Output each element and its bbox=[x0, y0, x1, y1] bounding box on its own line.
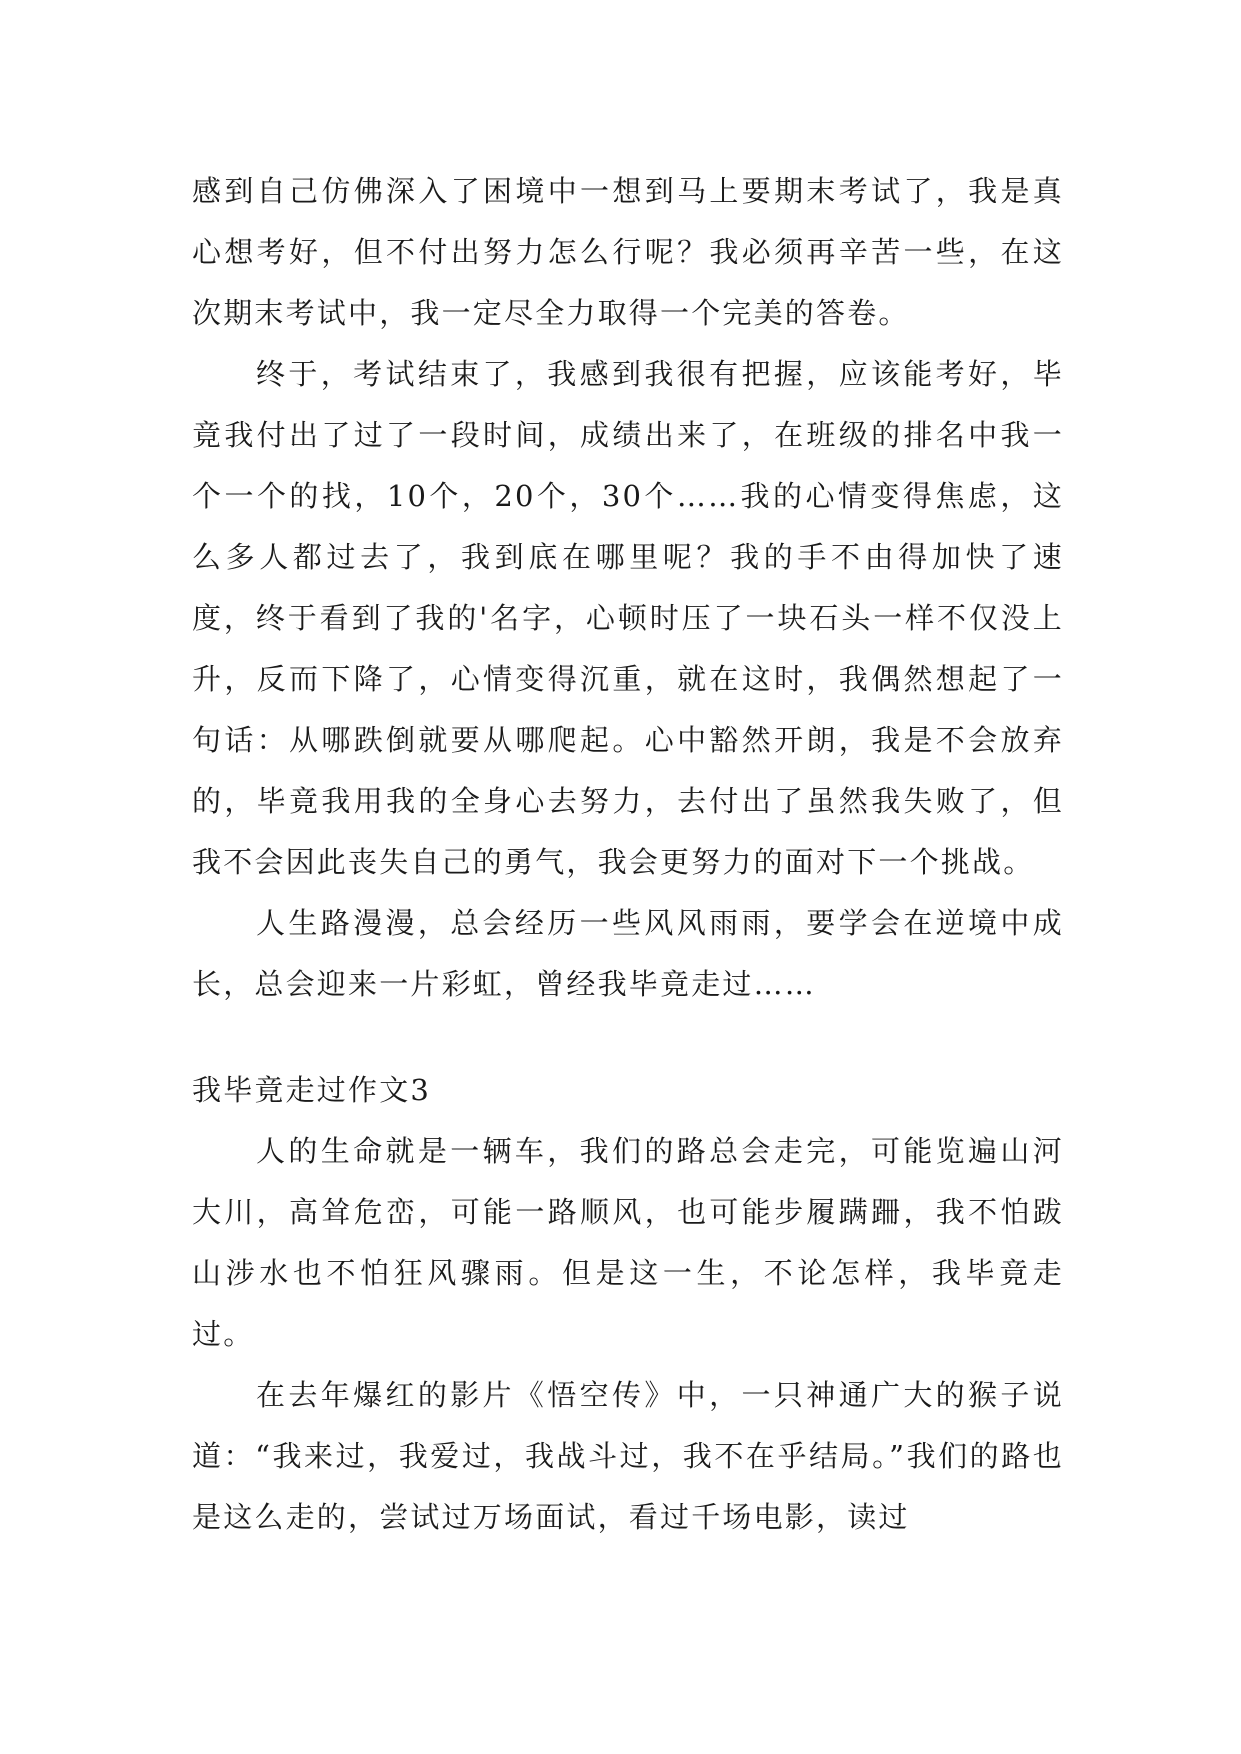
document-body bbox=[192, 161, 1064, 1548]
paragraph-1: 感到自己仿佛深入了困境中一想到马上要期末考试了，我是真心想考好，但不付出努力怎么行呢？我必须再辛苦一些，在这次期末考试中，我一定尽全力取得一个完美的答卷。 bbox=[192, 174, 1064, 330]
section-title: 我毕竟走过作文3 bbox=[192, 1073, 432, 1107]
section-spacer bbox=[192, 1015, 1064, 1060]
paragraph-2: 终于，考试结束了，我感到我很有把握，应该能考好，毕竟我付出了过了一段时间，成绩出来了，在班级的排名中我一个一个的找，10个，20个，30个……我的心情变得焦虑，这么多人都过去了，我到底在哪里呢？我的手不由得加快了速度，终于看到了我的'名字，心顿时压了一块石头一样不仅没上升，反而下降了，心情变得沉重，就在这时，我偶然想起了一句话：从哪跌倒就要从哪爬起。心中豁然开朗，我是不会放弃的，毕竟我用我的全身心去努力，去付出了虽然我失败了，但我不会因此丧失自己的勇气，我会更努力的面对下一个挑战。 bbox=[192, 357, 1064, 879]
paragraph-4: 人的生命就是一辆车，我们的路总会走完，可能览遍山河大川，高耸危峦，可能一路顺风，也可能步履蹒跚，我不怕跋山涉水也不怕狂风骤雨。但是这一生，不论怎样，我毕竟走过。 bbox=[192, 1134, 1064, 1351]
paragraph-3: 人生路漫漫，总会经历一些风风雨雨，要学会在逆境中成长，总会迎来一片彩虹，曾经我毕竟走过…… bbox=[192, 906, 1064, 1001]
paragraph-5: 在去年爆红的影片《悟空传》中，一只神通广大的猴子说道：“我来过，我爱过，我战斗过，我不在乎结局。”我们的路也是这么走的，尝试过万场面试，看过千场电影，读过 bbox=[192, 1378, 1064, 1534]
